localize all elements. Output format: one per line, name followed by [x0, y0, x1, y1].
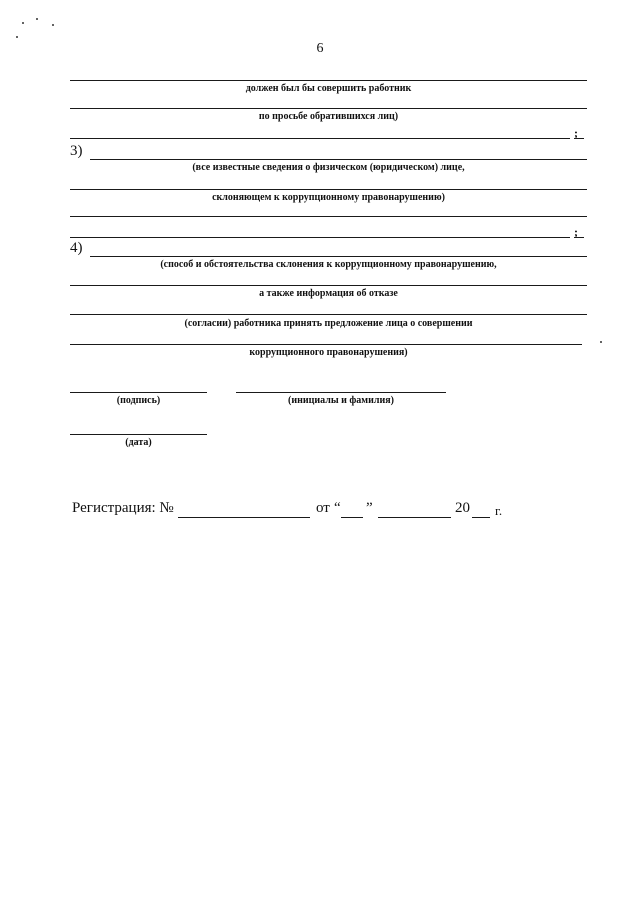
- scan-speck: [36, 18, 38, 20]
- date-line: [70, 434, 207, 435]
- semicolon-mark: ;: [574, 126, 578, 140]
- scan-speck: [16, 36, 18, 38]
- scan-speck: [52, 24, 54, 26]
- name-label: (инициалы и фамилия): [287, 395, 394, 406]
- caption-line: (все известные сведения о физическом (юридическом) лице,: [192, 162, 465, 173]
- close-quote: ”: [366, 500, 373, 516]
- caption-line: а также информация об отказе: [259, 288, 398, 299]
- fill-line: [70, 189, 587, 190]
- name-line: [236, 392, 446, 393]
- caption-line: должен был бы совершить работник: [245, 83, 412, 94]
- semicolon-mark: ;: [574, 225, 578, 239]
- caption-line: (способ и обстоятельства склонения к коррупционному правонарушению,: [160, 259, 497, 270]
- fill-line: [70, 237, 570, 238]
- fill-line: [70, 285, 587, 286]
- year-suffix: г.: [495, 503, 503, 518]
- year-line: [472, 517, 490, 518]
- fill-line: [70, 314, 587, 315]
- signature-line: [70, 392, 207, 393]
- fill-line: [574, 237, 584, 238]
- item-number: 3): [70, 143, 83, 159]
- day-line: [341, 517, 363, 518]
- fill-line: [70, 216, 587, 217]
- fill-line: [70, 344, 582, 345]
- registration-label: Регистрация: №: [72, 500, 174, 516]
- scan-speck: [600, 341, 602, 343]
- caption-line: коррупционного правонарушения): [249, 347, 408, 358]
- fill-line: [90, 256, 587, 257]
- caption-line: (согласии) работника принять предложение лица о совершении: [184, 318, 473, 329]
- page-number: 6: [316, 41, 324, 56]
- fill-line: [70, 108, 587, 109]
- fill-line: [90, 159, 587, 160]
- year-prefix: 20: [455, 500, 470, 516]
- month-line: [378, 517, 451, 518]
- caption-line: по просьбе обратившихся лиц): [258, 111, 399, 122]
- open-quote: “: [334, 500, 341, 516]
- item-number: 4): [70, 240, 83, 256]
- registration-from: от: [316, 500, 330, 516]
- fill-line: [70, 138, 570, 139]
- registration-number-line: [178, 517, 310, 518]
- caption-line: склоняющем к коррупционному правонарушению): [212, 192, 445, 203]
- scan-speck: [22, 22, 24, 24]
- fill-line: [70, 80, 587, 81]
- signature-label: (подпись): [116, 395, 161, 406]
- fill-line: [574, 138, 584, 139]
- date-label: (дата): [125, 437, 152, 448]
